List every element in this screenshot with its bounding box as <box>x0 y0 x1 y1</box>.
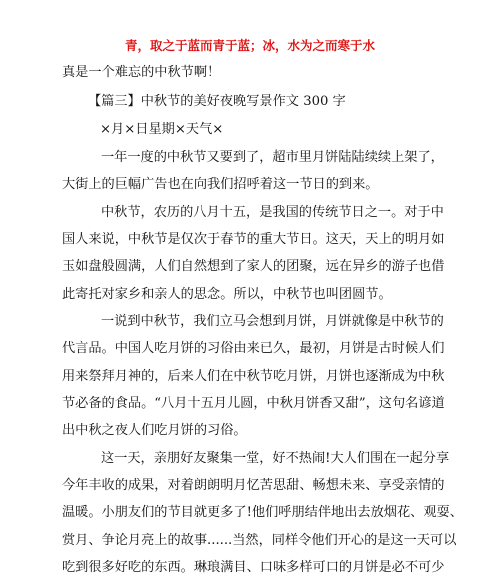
paragraph-line: 国人来说，中秋节是仅次于春节的重大节日。这天，天上的明月如 <box>62 232 445 247</box>
header-quote: 青，取之于蓝而青于蓝；冰，水为之而寒于水 <box>124 38 375 53</box>
paragraph-line: 一说到中秋节，我们立马会想到月饼，月饼就像是中秋节的 <box>101 314 444 329</box>
paragraph-line: 此寄托对家乡和亲人的思念。所以，中秋节也叫团圆节。 <box>62 287 392 302</box>
paragraph-line: 吃到很多好吃的东西。琳琅满目、口味多样可口的月饼是必不可少 <box>62 560 445 575</box>
paragraph-line: 这一天，亲朋好友聚集一堂，好不热闹!大人们围在一起分享 <box>101 451 450 466</box>
intro-line: 真是一个难忘的中秋节啊！ <box>62 65 221 80</box>
paragraph-line: 代言品。中国人吃月饼的习俗由来已久，最初，月饼是古时候人们 <box>62 341 445 356</box>
paragraph-line: 大街上的巨幅广告也在向我们招呼着这一节日的到来。 <box>62 177 379 192</box>
date-line: ×月×日星期×天气× <box>100 122 224 137</box>
section-title: 【篇三】中秋节的美好夜晚写景作文 300 字 <box>88 94 346 109</box>
paragraph-line: 温暖。小朋友们的节目就更多了!他们呼朋结伴地出去放烟花、观耍、 <box>62 505 463 520</box>
paragraph-line: 中秋节，农历的八月十五，是我国的传统节日之一。对于中 <box>101 205 444 220</box>
paragraph-line: 赏月、争论月亮上的故事......当然，同样令他们开心的是这一天可以 <box>62 533 457 548</box>
paragraph-line: 玉如盘般圆满，人们自然想到了家人的团聚，远在异乡的游子也借 <box>62 259 445 274</box>
paragraph-line: 今年丰收的成果，对着朗朗明月忆苦思甜、畅想未来、享受亲情的 <box>62 478 445 493</box>
paragraph-line: 出中秋之夜人们吃月饼的习俗。 <box>62 423 247 438</box>
paragraph-line: 一年一度的中秋节又要到了，超市里月饼陆陆续续上架了， <box>101 150 444 165</box>
paragraph-line: 用来祭拜月神的，后来人们在中秋节吃月饼，月饼也逐渐成为中秋 <box>62 369 445 384</box>
paragraph-line: 节必备的食品。“八月十五月儿圆，中秋月饼香又甜”，这句名谚道 <box>62 396 445 411</box>
